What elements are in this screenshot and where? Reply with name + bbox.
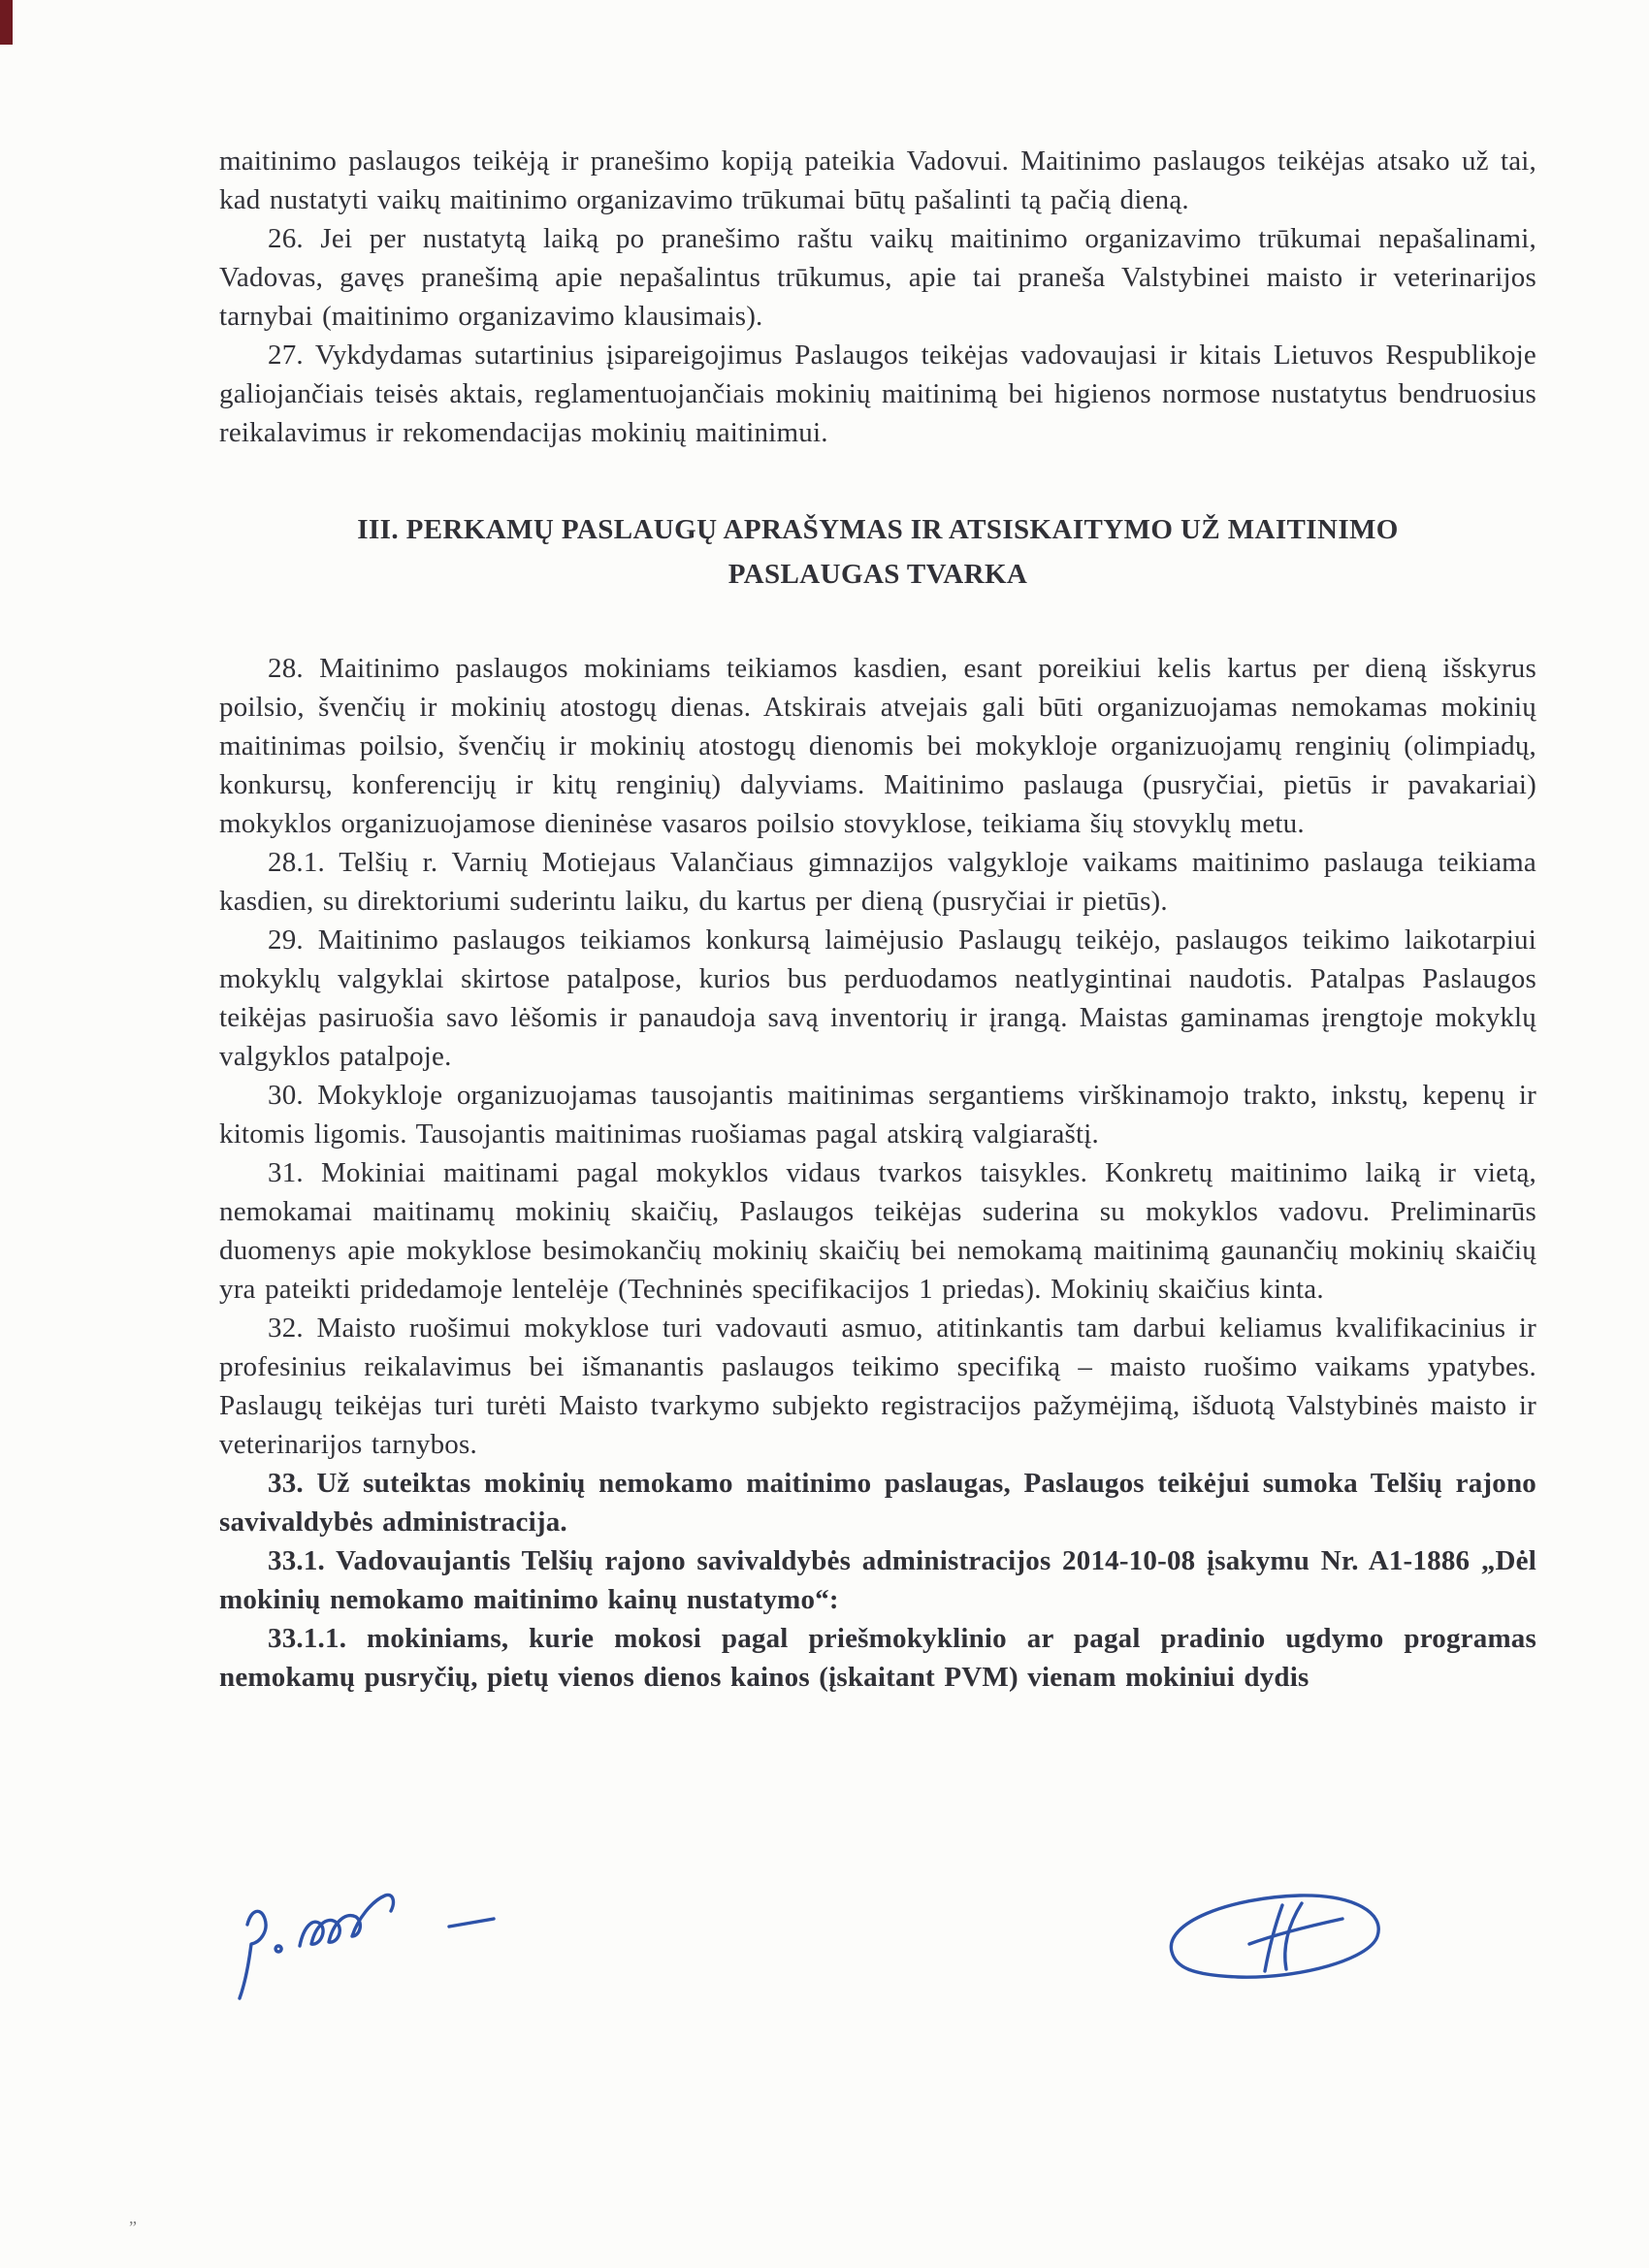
section-heading-line2: PASLAUGAS TVARKA bbox=[728, 559, 1028, 590]
paragraph-31: 31. Mokiniai maitinami pagal mokyklos vidaus tvarkos taisykles. Konkretų maitinimo laiką ir vietą, nemokamai maitinamų mokinių skaičių, Paslaugos teikėjas suderina su mokyklos vadovu. Preliminarūs duomenys apie mokyklose besimokančių mokinių skaičių bei nemokamą maitinimą gaunančių mokinių skaičių yra pateikti pridedamoje lentelėje (Techninės specifikacijos 1 priedas). Mokinių skaičius kinta. bbox=[219, 1157, 1536, 1305]
paragraph-33-1-1: 33.1.1. mokiniams, kurie mokosi pagal priešmokyklinio ar pagal pradinio ugdymo programas nemokamų pusryčių, pietų vienos dienos kainos (įskaitant PVM) vienam mokiniui dydis bbox=[219, 1623, 1536, 1693]
paragraph-continuation: maitinimo paslaugos teikėją ir pranešimo kopiją pateikia Vadovui. Maitinimo paslaugos teikėjas atsako už tai, kad nustatyti vaikų maitinimo organizavimo trūkumai būtų pašalinti tą pačią dieną. bbox=[219, 146, 1536, 215]
paragraph-26: 26. Jei per nustatytą laiką po pranešimo raštu vaikų maitinimo organizavimo trūkumai nepašalinami, Vadovas, gavęs pranešimą apie nepašalintus trūkumus, apie tai praneša Valstybinei maisto ir veterinarijos tarnybai (maitinimo organizavimo klausimais). bbox=[219, 223, 1536, 332]
signature-left-dot bbox=[275, 1946, 281, 1952]
paragraph-28: 28. Maitinimo paslaugos mokiniams teikiamos kasdien, esant poreikiui kelis kartus per dieną išskyrus poilsio, švenčių ir mokinių atostogų dienas. Atskirais atvejais gali būti organizuojamas nemokamas mokinių maitinimas poilsio, švenčių ir mokinių atostogų dienomis bei mokykloje organizuojamų renginių (olimpiadų, konkursų, konferencijų ir kitų renginių) dalyviams. Maitinimo paslauga (pusryčiai, pietūs ir pavakariai) mokyklos organizuojamose dieninėse vasaros poilsio stovyklose, teikiama šių stovyklų metu. bbox=[219, 653, 1536, 839]
signature-left-scribble bbox=[300, 1895, 393, 1946]
paragraph-33: 33. Už suteiktas mokinių nemokamo maitinimo paslaugas, Paslaugos teikėjui sumoka Telšių rajono savivaldybės administracija. bbox=[219, 1468, 1536, 1538]
signature-left-stroke bbox=[240, 1911, 266, 1998]
scan-edge-artifact bbox=[0, 0, 13, 45]
section-heading-line1: III. PERKAMŲ PASLAUGŲ APRAŠYMAS IR ATSISKAITYMO UŽ MAITINIMO bbox=[357, 514, 1399, 545]
paragraph-33-1: 33.1. Vadovaujantis Telšių rajono savivaldybės administracijos 2014-10-08 įsakymu Nr. A1-1886 „Dėl mokinių nemokamo maitinimo kainų nustatymo“: bbox=[219, 1545, 1536, 1615]
paragraph-27: 27. Vykdydamas sutartinius įsipareigojimus Paslaugos teikėjas vadovaujasi ir kitais Lietuvos Respublikoje galiojančiais teisės aktais, reglamentuojančiais mokinių maitinimą bei higienos normose nustatytus bendruosius reikalavimus ir rekomendacijas mokinių maitinimui. bbox=[219, 340, 1536, 448]
signature-left-dash bbox=[449, 1919, 494, 1927]
document-body bbox=[219, 142, 1536, 1697]
paragraph-30: 30. Mokykloje organizuojamas tausojantis maitinimas sergantiems virškinamojo trakto, inkstų, kepenų ir kitomis ligomis. Tausojantis maitinimas ruošiamas pagal atskirą valgiaraštį. bbox=[219, 1080, 1536, 1150]
section-heading bbox=[258, 507, 1498, 597]
signature-right-stroke2 bbox=[1285, 1903, 1302, 1969]
signature-right-crossbar bbox=[1249, 1919, 1342, 1944]
signature-right bbox=[1135, 1880, 1416, 2011]
paragraph-29: 29. Maitinimo paslaugos teikiamos konkursą laimėjusio Paslaugų teikėjo, paslaugos teikimo laikotarpiui mokyklų valgyklai skirtose patalpose, kurios bus perduodamos neatlygintinai naudotis. Patalpas Paslaugos teikėjas pasiruošia savo lėšomis ir panaudoja savą inventorių ir įrangą. Maistas gaminamas įrengtoje mokyklų valgyklos patalpoje. bbox=[219, 924, 1536, 1072]
scan-corner-mark: ” bbox=[129, 2218, 137, 2237]
paragraph-32: 32. Maisto ruošimui mokyklose turi vadovauti asmuo, atitinkantis tam darbui keliamus kvalifikacinius ir profesinius reikalavimus bei išmanantis paslaugos teikimo specifiką – maisto ruošimo vaikams ypatybes. Paslaugų teikėjas turi turėti Maisto tvarkymo subjekto registracijos pažymėjimą, išduotą Valstybinės maisto ir veterinarijos tarnybos. bbox=[219, 1312, 1536, 1460]
signature-left bbox=[218, 1863, 548, 2013]
paragraph-28-1: 28.1. Telšių r. Varnių Motiejaus Valančiaus gimnazijos valgykloje vaikams maitinimo paslauga teikiama kasdien, su direktoriumi suderintu laiku, du kartus per dieną (pusryčiai ir pietūs). bbox=[219, 847, 1536, 917]
